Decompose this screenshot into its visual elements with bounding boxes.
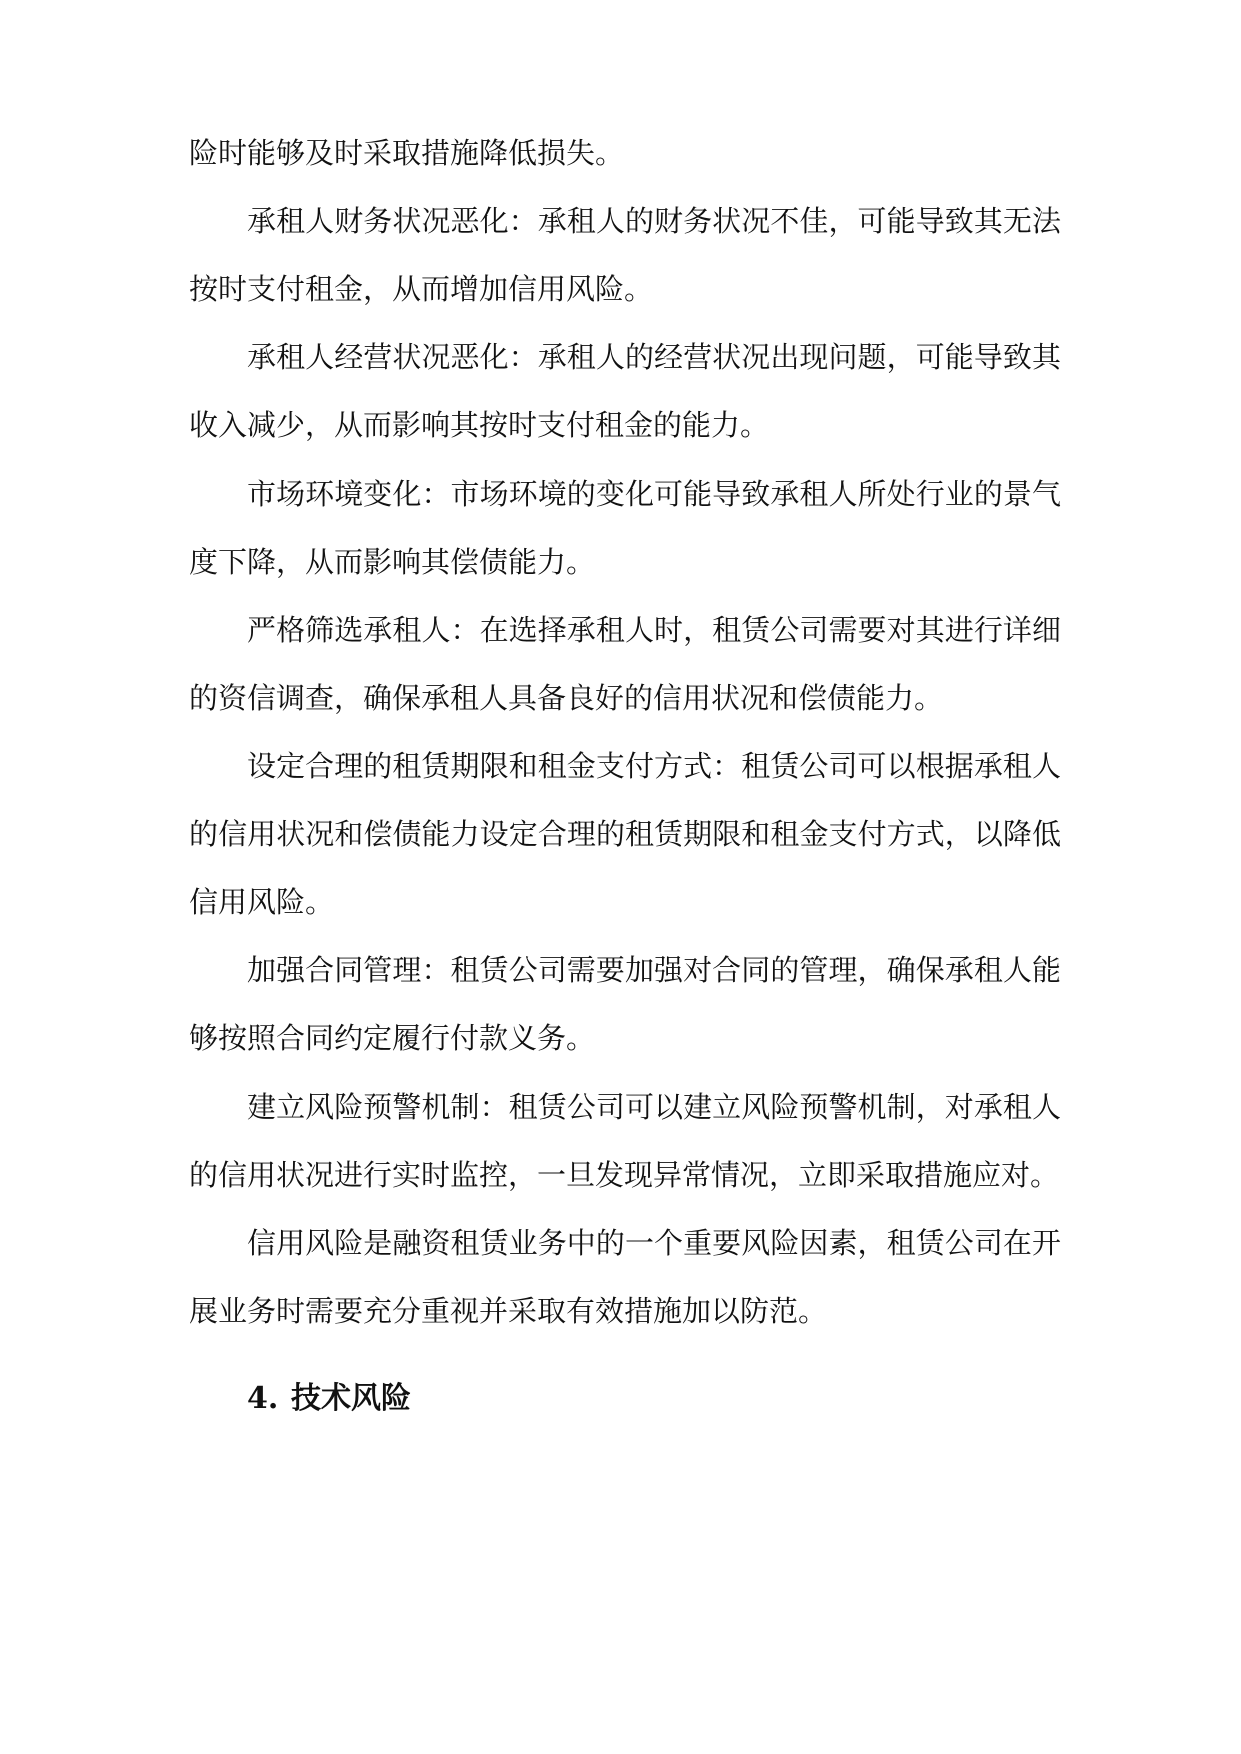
section-heading [247,1379,411,1419]
paragraph-line: 信用风险。 [189,885,335,919]
section-title: 技术风险 [291,1381,411,1416]
paragraph-line: 承租人经营状况恶化：承租人的经营状况出现问题，可能导致其 [247,340,1061,374]
paragraph-line: 的信用状况和偿债能力设定合理的租赁期限和租金支付方式，以降低 [189,817,1061,851]
paragraph-line: 承租人财务状况恶化：承租人的财务状况不佳，可能导致其无法 [247,204,1061,238]
paragraph-line: 险时能够及时采取措施降低损失。 [189,136,625,170]
paragraph-line: 建立风险预警机制：租赁公司可以建立风险预警机制，对承租人 [247,1090,1061,1124]
paragraph-line: 度下降，从而影响其偿债能力。 [189,545,596,579]
section-number: 4. [247,1381,279,1416]
paragraph-line: 市场环境变化：市场环境的变化可能导致承租人所处行业的景气 [247,477,1061,511]
paragraph-line: 按时支付租金，从而增加信用风险。 [189,272,654,306]
paragraph-line: 信用风险是融资租赁业务中的一个重要风险因素，租赁公司在开 [247,1226,1061,1260]
paragraph-line: 设定合理的租赁期限和租金支付方式：租赁公司可以根据承租人 [247,749,1061,783]
paragraph-line: 的信用状况进行实时监控，一旦发现异常情况，立即采取措施应对。 [189,1158,1060,1192]
paragraph-line: 收入减少，从而影响其按时支付租金的能力。 [189,408,770,442]
paragraph-line: 加强合同管理：租赁公司需要加强对合同的管理，确保承租人能 [247,953,1061,987]
paragraph-line: 严格筛选承租人：在选择承租人时，租赁公司需要对其进行详细 [247,613,1061,647]
paragraph-line: 够按照合同约定履行付款义务。 [189,1021,596,1055]
paragraph-line: 展业务时需要充分重视并采取有效措施加以防范。 [189,1294,828,1328]
paragraph-line: 的资信调查，确保承租人具备良好的信用状况和偿债能力。 [189,681,944,715]
